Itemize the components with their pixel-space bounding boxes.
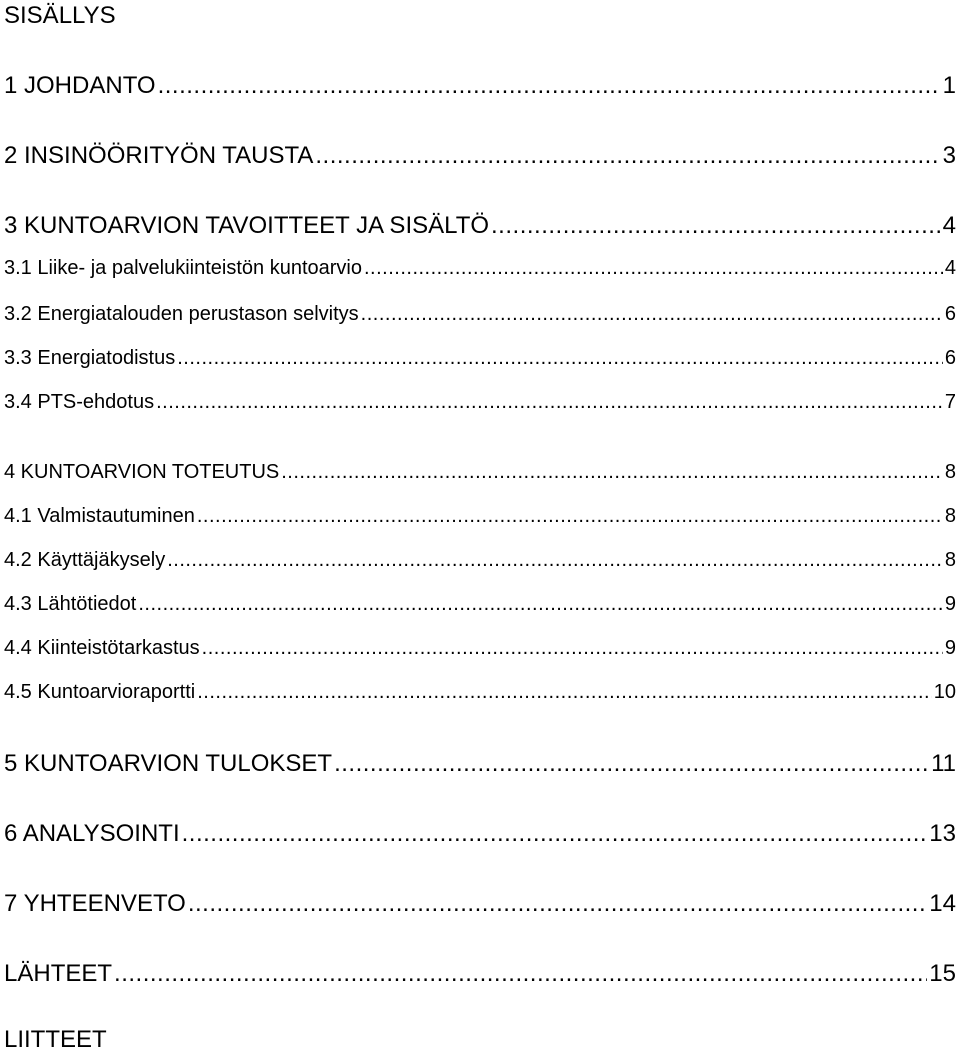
toc-entry-title: 4.4 Kiinteistötarkastus: [4, 637, 200, 659]
toc-entry-title: 6 ANALYSOINTI: [4, 820, 180, 847]
toc-dot-leader: [334, 750, 929, 778]
toc-entry-title: LÄHTEET: [4, 960, 113, 987]
toc-entry-title: 4.3 Lähtötiedot: [4, 593, 137, 615]
toc-dot-leader: [491, 212, 941, 240]
toc-entry-page-number: 9: [944, 593, 956, 615]
toc-entry-title: 3.1 Liike- ja palvelukiinteistön kuntoarvio: [4, 257, 362, 279]
toc-entry-title: 1 JOHDANTO: [4, 72, 156, 99]
toc-dot-leader: [197, 680, 932, 704]
toc-entry-title: 4 KUNTOARVION TOTEUTUS: [4, 461, 280, 483]
toc-entry-page-number: 1: [942, 72, 956, 99]
toc-entry-page-number: 14: [929, 890, 956, 917]
toc-entry-page-number: 8: [944, 505, 956, 527]
toc-dot-leader: [177, 346, 943, 370]
toc-dot-leader: [156, 390, 943, 414]
toc-dot-leader: [315, 142, 940, 170]
toc-entry[interactable]: [4, 142, 956, 170]
toc-dot-leader: [188, 890, 927, 918]
toc-entry[interactable]: [4, 504, 956, 528]
toc-entry-title: 5 KUNTOARVION TULOKSET: [4, 750, 333, 777]
toc-entry[interactable]: [4, 636, 956, 660]
toc-entry-page-number: 4: [944, 257, 956, 279]
toc-entry-title: 2 INSINÖÖRITYÖN TAUSTA: [4, 142, 314, 169]
toc-title: SISÄLLYS: [4, 2, 116, 29]
toc-entry[interactable]: [4, 592, 956, 616]
toc-entry[interactable]: [4, 680, 956, 704]
toc-entry-title: 3 KUNTOARVION TAVOITTEET JA SISÄLTÖ: [4, 212, 490, 239]
toc-entry-page-number: 8: [944, 461, 956, 483]
toc-entry-title: 4.2 Käyttäjäkysely: [4, 549, 166, 571]
toc-entry-page-number: 15: [929, 960, 956, 987]
toc-entry-page-number: 3: [942, 142, 956, 169]
toc-entry-page-number: 4: [942, 212, 956, 239]
toc-entry[interactable]: [4, 390, 956, 414]
toc-entry-title: LIITTEET: [4, 1026, 107, 1053]
toc-entry[interactable]: [4, 302, 956, 326]
toc-entry[interactable]: [4, 750, 956, 778]
toc-dot-leader: [114, 960, 927, 988]
toc-dot-leader: [361, 302, 943, 326]
toc-dot-leader: [364, 256, 943, 280]
toc-entry-title: 3.4 PTS-ehdotus: [4, 391, 155, 413]
toc-entry-title: 4.5 Kuntoarvioraportti: [4, 681, 196, 703]
toc-entry-title: 3.3 Energiatodistus: [4, 347, 176, 369]
toc-entry[interactable]: [4, 1026, 956, 1054]
toc-entry-page-number: 6: [944, 347, 956, 369]
toc-entry-title: 3.2 Energiatalouden perustason selvitys: [4, 303, 359, 325]
toc-entry[interactable]: [4, 960, 956, 988]
toc-entry[interactable]: [4, 256, 956, 280]
toc-dot-leader: [182, 820, 928, 848]
toc-entry[interactable]: [4, 72, 956, 100]
toc-dot-leader: [197, 504, 943, 528]
toc-dot-leader: [202, 636, 943, 660]
toc-entry-page-number: 13: [929, 820, 956, 847]
toc-dot-leader: [167, 548, 943, 572]
toc-entry[interactable]: [4, 346, 956, 370]
toc-entry-page-number: 6: [944, 303, 956, 325]
toc-entry-page-number: 7: [944, 391, 956, 413]
toc-entry[interactable]: [4, 460, 956, 484]
toc-entry-page-number: 8: [944, 549, 956, 571]
toc-entry-page-number: 11: [931, 750, 956, 777]
toc-dot-leader: [138, 592, 943, 616]
toc-entry[interactable]: [4, 890, 956, 918]
toc-entry[interactable]: [4, 820, 956, 848]
toc-entry-title: 7 YHTEENVETO: [4, 890, 186, 917]
toc-entry[interactable]: [4, 212, 956, 240]
toc-dot-leader: [281, 460, 943, 484]
toc-entry-page-number: 9: [944, 637, 956, 659]
toc-entry[interactable]: [4, 548, 956, 572]
toc-entry-page-number: 10: [933, 681, 956, 703]
toc-entry-title: 4.1 Valmistautuminen: [4, 505, 195, 527]
toc-dot-leader: [158, 72, 941, 100]
